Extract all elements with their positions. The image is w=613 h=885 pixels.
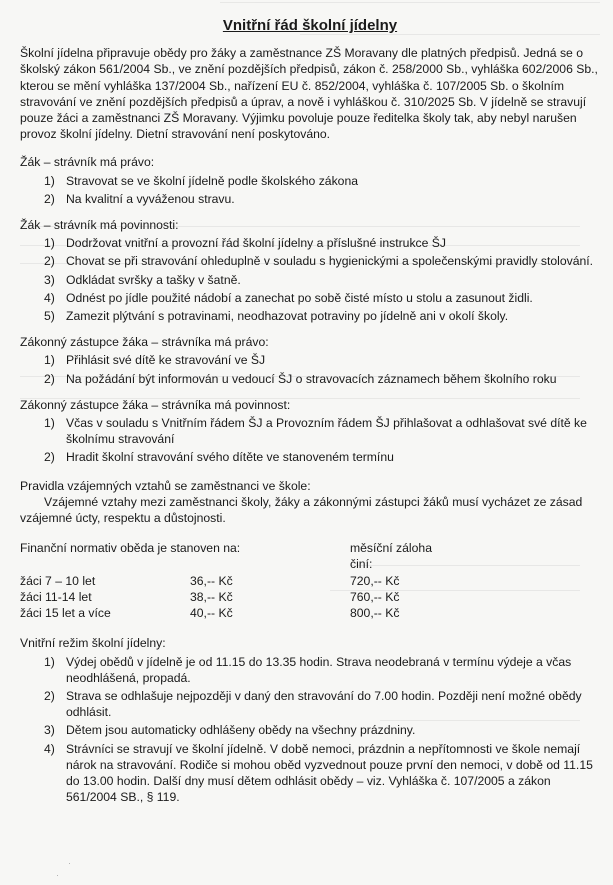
- section-heading: Vnitřní režim školní jídelny:: [20, 636, 166, 651]
- section-heading: Zákonný zástupce žáka – strávníka má právo:: [20, 335, 269, 350]
- normative-section: [20, 540, 600, 621]
- item-number: 1): [44, 416, 55, 431]
- list-item: [44, 741, 600, 806]
- item-text: Stravovat se ve školní jídelně podle školského zákona: [66, 173, 358, 188]
- table-header-row: [20, 540, 450, 572]
- item-number: 1): [44, 654, 55, 669]
- item-text: Dětem jsou automaticky odhlášeny obědy na všechny prázdniny.: [66, 723, 416, 738]
- section-heading: Žák – strávník má povinnosti:: [20, 218, 179, 233]
- intro-paragraph: Školní jídelna připravuje obědy pro žáky a zaměstnance ZŠ Moravany dle platných předpisů. Jedná se o školský zákon 561/2004 Sb., ve znění pozdějších předpisů, zákon č. 258/2000 Sb., vyhláška 602/2006 Sb., kterou se mění vyhláška 137/2004 Sb., nařízení EU č. 852/2004, vyhláška č. 107/2005 Sb. o školním stravování ve znění pozdějších předpisů a úprav, a nově i vyhláškou č. 310/2025 Sb. V jídelně se stravují pouze žáci a zaměstnanci ZŠ Moravany. Výjimku povoluje pouze ředitelka školy tak, aby nebyl narušen provoz školní jídelny. Dietní stravování není poskytováno.: [20, 46, 598, 142]
- deposit-heading: měsíční záloha činí:: [350, 541, 432, 572]
- guardian-rights-list: [20, 352, 600, 386]
- item-text: Na požádání být informován u vedoucí ŠJ o stravovacích záznamech během školního roku: [66, 371, 557, 386]
- age-group: žáci 7 – 10 let: [20, 573, 96, 588]
- item-number: 2): [44, 450, 55, 465]
- list-item: [44, 654, 600, 686]
- item-number: 5): [44, 309, 55, 324]
- list-item: [44, 173, 600, 189]
- regime-list: [20, 654, 600, 806]
- item-text: Chovat se při stravování ohleduplně v souladu s hygienickými a společenskými pravidly stolování.: [66, 254, 594, 269]
- student-rights-list: [20, 173, 600, 207]
- list-item: [44, 415, 600, 447]
- guardian-duties-section: [20, 397, 600, 466]
- item-text: Odkládat svršky a tašky v šatně.: [66, 272, 241, 287]
- item-number: 1): [44, 236, 55, 251]
- section-heading: Pravidla vzájemných vztahů se zaměstnanci ve škole:: [20, 478, 311, 493]
- normative-table: [20, 540, 450, 621]
- student-rights-section: [20, 154, 600, 207]
- item-number: 1): [44, 173, 55, 188]
- item-text: Dodržovat vnitřní a provozní řád školní jídelny a příslušné instrukce ŠJ: [66, 236, 447, 251]
- item-text: Odnést po jídle použité nádobí a zanechat po sobě čisté místo u stolu a zasunout židli.: [66, 290, 533, 305]
- list-item: [44, 235, 600, 251]
- list-item: [44, 688, 600, 720]
- meal-price: 38,-- Kč: [190, 589, 233, 604]
- relations-text: Vzájemné vztahy mezi zaměstnanci školy, žáky a zákonnými zástupci žáků musí vycházet ze zásad vzájemné úcty, respektu a důstojnosti.: [20, 494, 583, 526]
- age-group: žáci 15 let a více: [20, 606, 111, 621]
- relations-section: [20, 478, 600, 527]
- list-item: [44, 253, 600, 269]
- item-text: Včas v souladu s Vnitřním řádem ŠJ a Provozním řádem ŠJ přihlašovat a odhlašovat své dítě ke školnímu stravování: [66, 416, 587, 447]
- item-text: Přihlásit své dítě ke stravování ve ŠJ: [66, 353, 266, 368]
- student-duties-section: [20, 217, 600, 324]
- item-text: Zamezit plýtvání s potravinami, neodhazovat potraviny po jídelně ani v okolí školy.: [66, 309, 509, 324]
- monthly-deposit: 760,-- Kč: [350, 589, 400, 604]
- monthly-deposit: 800,-- Kč: [350, 606, 400, 621]
- list-item: [44, 290, 600, 306]
- monthly-deposit: 720,-- Kč: [350, 573, 400, 588]
- meal-price: 40,-- Kč: [190, 606, 233, 621]
- list-item: [44, 352, 600, 368]
- scan-speck: ·: [68, 858, 71, 868]
- item-text: Strava se odhlašuje nejpozději v daný den stravování do 7.00 hodin. Později není možné obědy odhlásit.: [66, 688, 582, 720]
- item-number: 4): [44, 741, 55, 756]
- table-row: [20, 573, 450, 589]
- meal-price: 36,-- Kč: [190, 573, 233, 588]
- list-item: [44, 449, 600, 465]
- item-number: 2): [44, 688, 55, 703]
- item-number: 2): [44, 191, 55, 206]
- item-text: Strávníci se stravují ve školní jídelně. V době nemoci, prázdnin a nepřítomnosti ve škole nemají nárok na stravování. Rodiče si mohou oběd vyzvednout pouze první den nemoci, v době od 11.15 do 13.00 hodin. Další dny musí dětem odhlásit obědy – viz. Vyhláška č. 107/2005 a zákon 561/2004 SB., § 119.: [66, 741, 593, 805]
- list-item: [44, 272, 600, 288]
- normative-heading: Finanční normativ oběda je stanoven na:: [20, 541, 241, 556]
- guardian-rights-section: [20, 334, 600, 387]
- list-item: [44, 191, 600, 207]
- item-text: Na kvalitní a vyváženou stravu.: [66, 191, 235, 206]
- item-number: 1): [44, 353, 55, 368]
- item-text: Hradit školní stravování svého dítěte ve stanoveném termínu: [66, 450, 394, 465]
- list-item: [44, 371, 600, 387]
- student-duties-list: [20, 235, 600, 324]
- table-row: [20, 589, 450, 605]
- age-group: žáci 11-14 let: [20, 589, 92, 604]
- table-row: [20, 605, 450, 621]
- page-title: Vnitřní řád školní jídelny: [222, 17, 398, 34]
- item-number: 2): [44, 371, 55, 386]
- list-item: [44, 722, 600, 738]
- section-heading: Žák – strávník má právo:: [20, 155, 155, 170]
- scan-speck: ·: [56, 870, 59, 880]
- item-number: 3): [44, 272, 55, 287]
- item-text: Výdej obědů v jídelně je od 11.15 do 13.35 hodin. Strava neodebraná v termínu výdeje a včas neodhlášená, propadá.: [66, 654, 572, 685]
- item-number: 4): [44, 290, 55, 305]
- document-body: [20, 18, 600, 807]
- item-number: 2): [44, 254, 55, 269]
- regime-section: [20, 635, 600, 805]
- item-number: 3): [44, 723, 55, 738]
- section-heading: Zákonný zástupce žáka – strávníka má povinnost:: [20, 397, 291, 412]
- guardian-duties-list: [20, 415, 600, 466]
- list-item: [44, 308, 600, 324]
